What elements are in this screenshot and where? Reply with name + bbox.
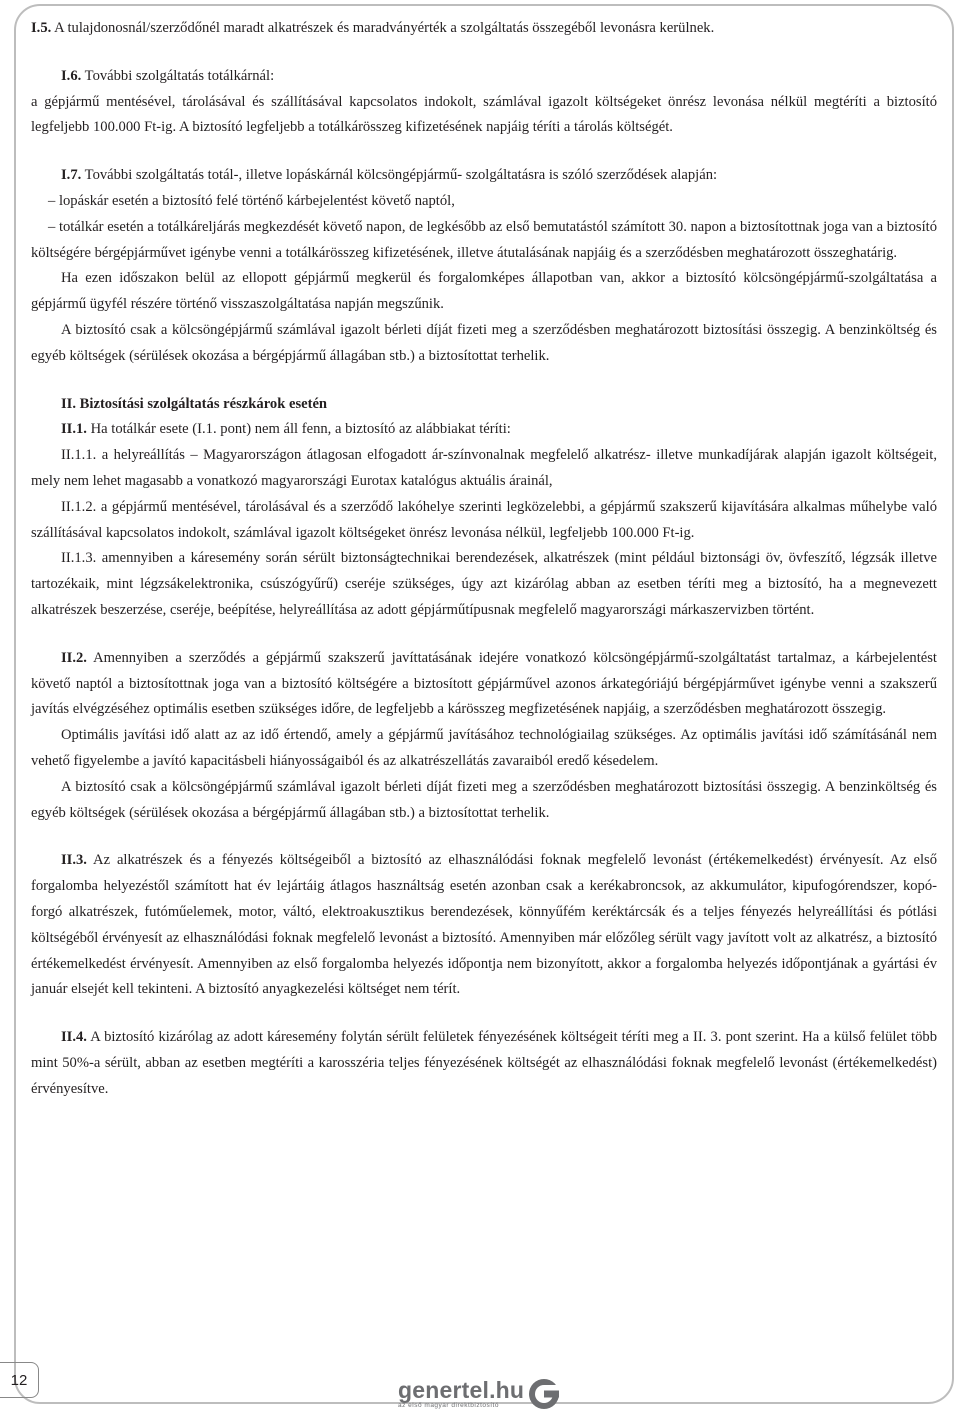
section-ii11: II.1.1. a helyreállítás – Magyarországon átlagosan elfogadott ár-színvonalnak megfelelő alkatrész- illetve munkadíjárak alapján igazolt költségeit, mely nem lehet magasabb a vonatkozó magyarországi Eurotax katalógus aktuális árainál, <box>31 447 937 489</box>
section-ii2 <box>31 646 937 723</box>
section-label: II. <box>61 395 77 412</box>
brand-name: genertel.hu <box>398 1377 525 1403</box>
section-i5 <box>31 16 937 42</box>
section-ii13: II.1.3. amennyiben a káresemény során sérült biztonságtechnikai berendezések, alkatrészek (mint például biztonsági öv, övfeszítő, légzsák illetve tartozékaik, mint légzsákelektronika, csúszógyűrű) cseréje szükséges, úgy azt kizárólag abban az esetben téríti meg a biztosító, ha a megnevezett alkatrészek beszerzése, cseréje, beépítése, helyreállítása az adott gépjárműtípusnak megfelelő magyarországi márkaszervizben történt. <box>31 550 937 618</box>
section-ii4 <box>31 1025 937 1102</box>
document-body <box>31 16 937 1102</box>
brand-mark-icon <box>528 1378 560 1410</box>
page-number: 12 <box>0 1362 39 1398</box>
section-ii12: II.1.2. a gépjármű mentésével, tárolásával és a szerződő lakóhelye szerinti legközelebbi, a gépjármű szakszerű kijavítására alkalmas műhelybe való szállításával kapcsolatos indokolt, számlával igazolt költségeket önrész levonása nélkül, legfeljebb 100.000 Ft-ig. <box>31 498 937 541</box>
brand-logo <box>398 1376 560 1412</box>
paragraph: A biztosító csak a kölcsöngépjármű számlával igazolt bérleti díját fizeti meg a szerződésben meghatározott biztosítási összegig. A benzinköltség és egyéb költségek (sérülések okozása a bérgépjármű állagában stb.) a biztosítottat terhelik. <box>31 778 937 821</box>
section-label: II.2. <box>61 649 87 666</box>
paragraph-text: Az alkatrészek és a fényezés költségeiből a biztosító az elhasználódási foknak megfelelő levonást (értékemelkedést) érvényesít. Az első forgalomba helyezéstől számított hat év lejártáig átlagos használtság esetén azonban csak a kerékabroncsok, az akkumulátor, kipufogórendszer, kopó-forgó alkatrészek, futóműelemek, motor, váltó, elektroakusztikus berendezések, könnyűfém keréktárcsák és a teljes fényezés helyreállítási és pótlási költségéből érvényesít az elhasználódási foknak megfelelő levonást a biztosító. Amennyiben már előzőleg sérült vagy javított volt az alkatrész, a biztosító értékemelkedést érvényesít. Amennyiben az első forgalomba helyezés időpontja nem bizonyított, akkor a forgalomba helyezés időpontjának a gyártási év január elsejét kell tekinteni. A biztosító anyagkezelési költséget nem térít. <box>31 852 938 998</box>
section-label: II.1. <box>61 421 87 438</box>
section-ii-heading <box>31 392 937 418</box>
section-label: I.6. <box>61 67 82 84</box>
list-item: – totálkár esetén a totálkáreljárás megkezdését követő napon, de legkésőbb az első bemutatástól számított 30. napon a biztosítottnak jogа van a biztosító költségére bérgépjárművet igénybe venni a totálkárösszeg kifizetésének, illetve átutalásának napjáig és a szerződésben meghatározott összeghatárig. <box>31 218 937 261</box>
section-i6-heading <box>31 64 937 90</box>
paragraph: Ha ezen időszakon belül az ellopott gépjármű megkerül és forgalomképes állapotban van, akkor a biztosító kölcsöngépjármű-szolgáltatása a gépjármű ügyfél részére történő visszaszolgáltatása napján megszűnik. <box>31 270 937 313</box>
paragraph-text: A tulajdonosnál/szerződőnél maradt alkatrészek és maradványérték a szolgáltatás összegéből levonásra kerülnek. <box>54 20 715 36</box>
section-ii1 <box>31 417 937 443</box>
section-i6-text: a gépjármű mentésével, tárolásával és szállításával kapcsolatos indokolt, számlával igazolt költségeket önrész levonása nélkül megtéríti a biztosító legfeljebb 100.000 Ft-ig. A biztosító legfeljebb a totálkárösszeg kifizetésének napjáig téríti a tárolás költségét. <box>31 93 937 136</box>
section-label: II.4. <box>61 1029 87 1046</box>
paragraph: A biztosító csak a kölcsöngépjármű számlával igazolt bérleti díját fizeti meg a szerződésben meghatározott biztosítási összegig. A benzinköltség és egyéb költségek (sérülések okozása a bérgépjármű állagában stb.) a biztosítottat terhelik. <box>31 321 937 364</box>
paragraph-text: További szolgáltatás totál-, illetve lopáskárnál kölcsöngépjármű- szolgáltatásra is szóló szerződések alapján: <box>84 167 718 184</box>
section-title: Biztosítási szolgáltatás részkárok esetén <box>79 395 328 412</box>
section-i7 <box>31 163 937 189</box>
list-item: – lopáskár esetén a biztosító felé történő kárbejelentést követő naptól, <box>48 192 455 209</box>
brand-tagline: az első magyar direktbiztosító <box>398 1402 499 1409</box>
paragraph-text: Ha totálkár esete (I.1. pont) nem áll fenn, a biztosító az alábbiakat téríti: <box>90 421 511 438</box>
section-ii3 <box>31 848 937 1003</box>
paragraph: Optimális javítási idő alatt az az idő értendő, amely a gépjármű javításához technológiailag szükséges. Az optimális javítási idő számításánál nem vehető figyelembe a javító kapacitásbeli hiányosságaiból és az alkatrészellátás zavaraiból eredő késedelem. <box>31 727 937 769</box>
section-label: I.7. <box>61 167 82 184</box>
section-title: További szolgáltatás totálkárnál: <box>84 67 275 84</box>
paragraph-text: A biztosító kizárólag az adott káresemény folytán sérült felületek fényezésének költségeit téríti meg a II. 3. pont szerint. Ha a külső felület több mint 50%-a sérült, abban az esetben megtéríti a karosszéria teljes fényezésének költségét az elhasználódási foknak megfelelő levonást (értékemelkedést) érvényesítve. <box>31 1029 937 1097</box>
section-label: I.5. <box>31 20 52 36</box>
section-label: II.3. <box>61 852 87 869</box>
paragraph-text: Amennyiben a szerződés a gépjármű szakszerű javíttatásának idejére vonatkozó kölcsöngépjármű-szolgáltatást tartalmaz, a kárbejelentést követő naptól a biztosítottnak jogа van a biztosító költségére a biztosított gépjárművel azonos árkategóriájú bérgépjárművet igénybe venni a szakszerű javítás elvégzéséhez optimális esetben szükséges időre, de legfeljebb a kárösszeg megfizetésének napjáig, a szerződésben meghatározott összegig. <box>31 649 937 718</box>
